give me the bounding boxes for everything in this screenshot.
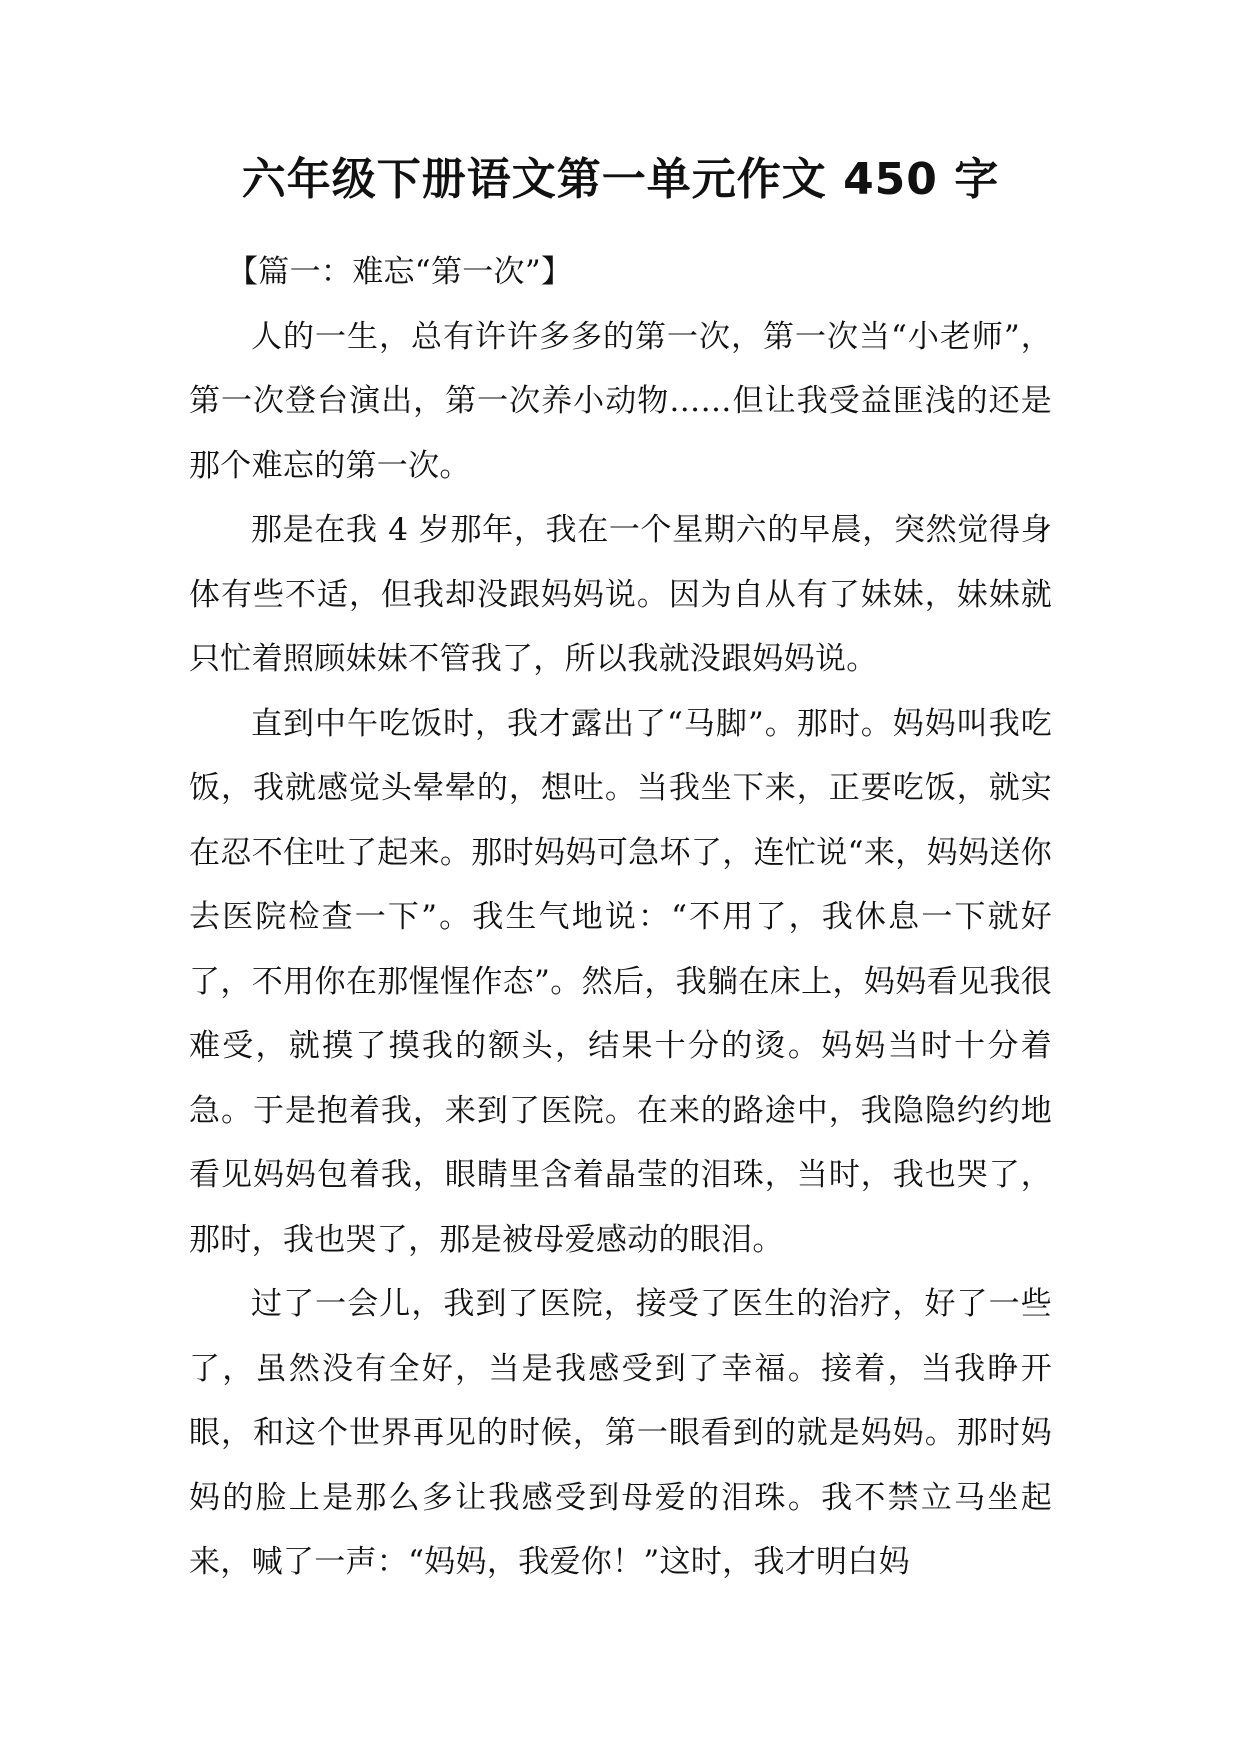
document-title: 六年级下册语文第一单元作文 450 字 [241, 154, 1000, 205]
essay-body [189, 240, 1052, 1595]
paragraph-3: 直到中午吃饭时，我才露出了“马脚”。那时。妈妈叫我吃饭，我就感觉头晕晕的，想吐。当我坐下来，正要吃饭，就实在忍不住吐了起来。那时妈妈可急坏了，连忙说“来，妈妈送你去医院检查一下”。我生气地说：“不用了，我休息一下就好了，不用你在那惺惺作态”。然后，我躺在床上，妈妈看见我很难受，就摸了摸我的额头，结果十分的烫。妈妈当时十分着急。于是抱着我，来到了医院。在来的路途中，我隐隐约约地看见妈妈包着我，眼睛里含着晶莹的泪珠，当时，我也哭了，那时，我也哭了，那是被母爱感动的眼泪。 [189, 705, 1052, 1258]
section-heading: 【篇一：难忘“第一次”】 [227, 254, 573, 290]
paragraph-2: 那是在我 4 岁那年，我在一个星期六的早晨，突然觉得身体有些不适，但我却没跟妈妈说。因为自从有了妹妹，妹妹就只忙着照顾妹妹不管我了，所以我就没跟妈妈说。 [189, 512, 1052, 677]
paragraph-1: 人的一生，总有许许多多的第一次，第一次当“小老师”，第一次登台演出，第一次养小动物……但让我受益匪浅的还是那个难忘的第一次。 [189, 318, 1052, 484]
paragraph-4: 过了一会儿，我到了医院，接受了医生的治疗，好了一些了，虽然没有全好，当是我感受到了幸福。接着，当我睁开眼，和这个世界再见的时候，第一眼看到的就是妈妈。那时妈妈的脸上是那么多让我感受到母爱的泪珠。我不禁立马坐起来，喊了一声：“妈妈，我爱你！”这时，我才明白妈 [189, 1286, 1052, 1580]
